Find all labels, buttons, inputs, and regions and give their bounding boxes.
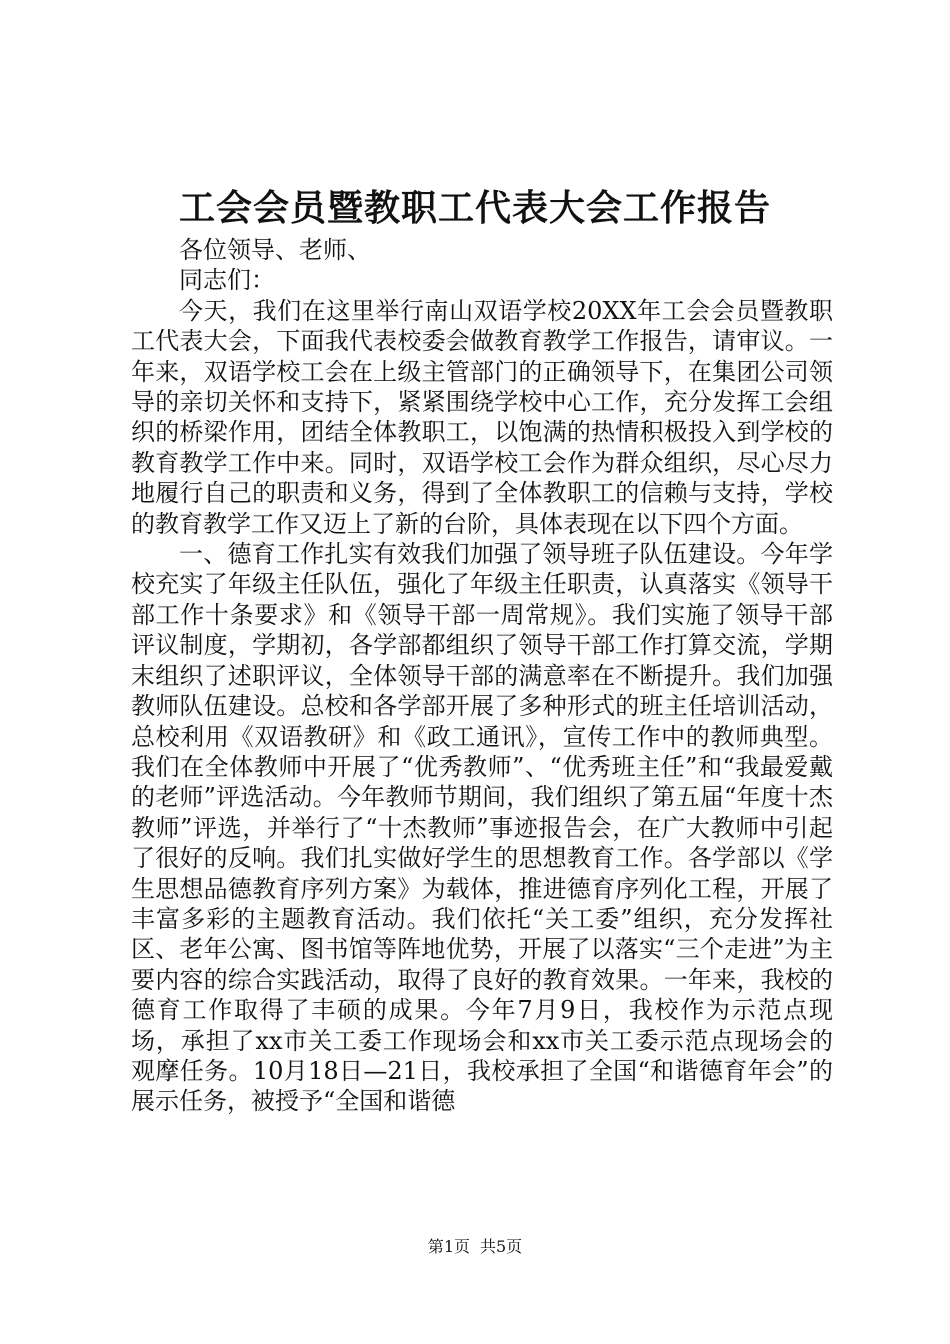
salutation-line-1: 各位领导、老师、 (179, 236, 371, 264)
document-title: 工会会员暨教职工代表大会工作报告 (178, 187, 771, 229)
document-body (131, 235, 833, 1117)
moral-education-paragraph: 一、德育工作扎实有效我们加强了领导班子队伍建设。今年学校充实了年级主任队伍，强化了年级主任职责，认真落实《领导干部工作十条要求》和《领导干部一周常规》。我们实施了领导干部评议制度，学期初，各学部都组织了领导干部工作打算交流，学期末组织了述职评议，全体领导干部的满意率在不断提升。我们加强教师队伍建设。总校和各学部开展了多种形式的班主任培训活动，总校利用《双语教研》和《政工通讯》，宣传工作中的教师典型。我们在全体教师中开展了“优秀教师”、“优秀班主任”和“我最爱戴的老师”评选活动。今年教师节期间，我们组织了第五届“年度十杰教师”评选，并举行了“十杰教师”事迹报告会，在广大教师中引起了很好的反响。我们扎实做好学生的思想教育工作。各学部以《学生思想品德教育序列方案》为载体，推进德育序列化工程，开展了丰富多彩的主题教育活动。我们依托“关工委”组织，充分发挥社区、老年公寓、图书馆等阵地优势，开展了以落实“三个走进”为主要内容的综合实践活动，取得了良好的教育效果。一年来，我校的德育工作取得了丰硕的成果。今年7月9日，我校作为示范点现场，承担了xx市关工委工作现场会和xx市关工委示范点现场会的观摩任务。10月18日—21日，我校承担了全国“和谐德育年会”的展示任务，被授予“全国和谐德 (131, 540, 833, 1116)
page-number: 第1页 (427, 1237, 470, 1256)
intro-paragraph: 今天，我们在这里举行南山双语学校20XX年工会会员暨教职工代表大会，下面我代表校委会做教育教学工作报告，请审议。一年来，双语学校工会在上级主管部门的正确领导下，在集团公司领导的亲切关怀和支持下，紧紧围绕学校中心工作，充分发挥工会组织的桥梁作用，团结全体教职工，以饱满的热情积极投入到学校的教育教学工作中来。同时，双语学校工会作为群众组织，尽心尽力地履行自己的职责和义务，得到了全体教职工的信赖与支持，学校的教育教学工作又迈上了新的台阶，具体表现在以下四个方面。 (131, 296, 833, 538)
page-total: 共5页 (480, 1237, 523, 1256)
page-footer (0, 1236, 950, 1258)
salutation-line-2: 同志们： (179, 266, 275, 295)
